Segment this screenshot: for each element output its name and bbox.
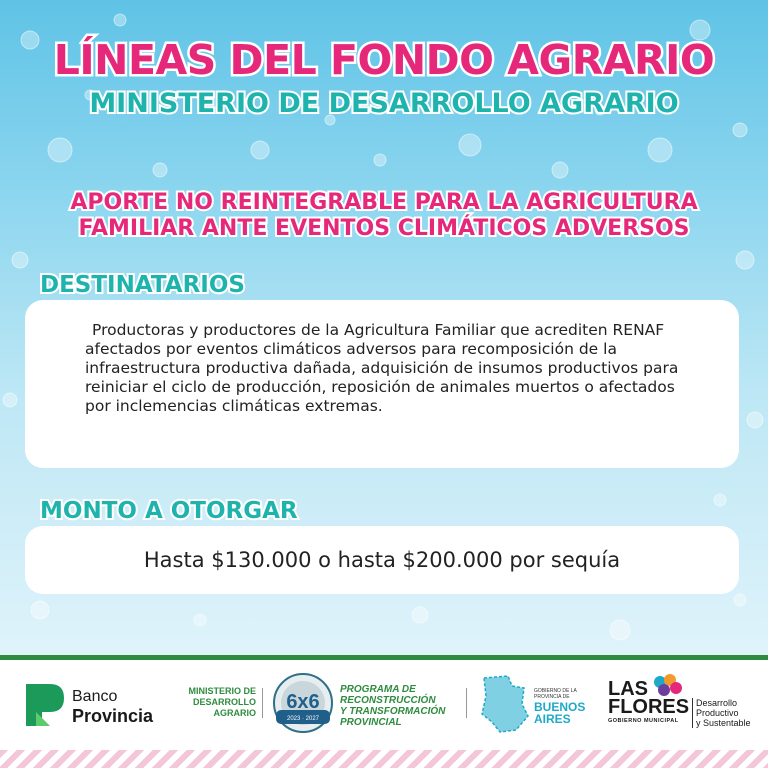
page-subtitle: MINISTERIO DE DESARROLLO AGRARIO [89, 88, 679, 119]
las-flores-area-line-1: Desarrollo [696, 698, 738, 708]
programa-badge-number: 6x6 [286, 691, 320, 713]
gobierno-municipal-text: GOBIERNO MUNICIPAL [608, 718, 679, 724]
provincia-text: Provincia [72, 706, 154, 726]
logo-separator [466, 688, 467, 718]
programa-line-2: RECONSTRUCCIÓN [340, 695, 436, 706]
las-flores-area-text [696, 698, 751, 728]
page-title: LÍNEAS DEL FONDO AGRARIO [53, 36, 715, 84]
las-text: LAS [608, 678, 648, 700]
gobierno-small-line-2: PROVINCIA DE [534, 694, 570, 700]
ministerio-line-2: DESARROLLO [193, 697, 256, 707]
destinatarios-label: DESTINATARIOS [40, 272, 245, 298]
headline-line-2: FAMILIAR ANTE EVENTOS CLIMÁTICOS ADVERSOS [78, 216, 690, 241]
gobierno-ba-logo [478, 674, 598, 734]
programa-line-3: Y TRANSFORMACIÓN [340, 706, 446, 717]
destinatarios-text: Productoras y productores de la Agricultura Familiar que acrediten RENAF afectados por eventos climáticos adversos para recomposición de la infraestructura productiva dañada, adquisición de insumos productivos para reiniciar el ciclo de producción, reposición de animales muertos o afectados por inclemencias climáticas extremas. [85, 321, 679, 415]
bottom-pattern-border [0, 750, 768, 768]
las-flores-flower-icon [650, 674, 684, 698]
ministerio-line-1: MINISTERIO DE [188, 686, 256, 696]
banco-provincia-icon [22, 682, 66, 728]
banco-provincia-logo [22, 682, 172, 728]
las-flores-area-line-2: Productivo [696, 708, 739, 718]
ministerio-logo [172, 686, 256, 719]
las-flores-area-line-3: y Sustentable [696, 718, 751, 728]
monto-text: Hasta $130.000 o hasta $200.000 por sequía [143, 548, 621, 572]
gobierno-big-line-1: BUENOS [534, 700, 586, 714]
las-flores-separator [692, 698, 693, 728]
headline-line-1: APORTE NO REINTEGRABLE PARA LA AGRICULTURA [70, 190, 698, 215]
gobierno-small-line-1: GOBIERNO DE LA [534, 688, 577, 694]
programa-text [340, 684, 445, 728]
ministerio-line-3: AGRARIO [213, 708, 256, 718]
las-flores-logo [608, 674, 758, 734]
footer-logos [0, 660, 768, 750]
destinatarios-card [25, 300, 739, 468]
monto-card [25, 526, 739, 594]
gobierno-big-text [534, 701, 585, 725]
headline [0, 190, 768, 242]
logo-separator [262, 688, 263, 718]
programa-line-4: PROVINCIAL [340, 717, 402, 728]
banco-text: Banco [72, 688, 118, 705]
programa-logo [270, 672, 460, 732]
monto-label: MONTO A OTORGAR [40, 498, 298, 524]
programa-line-1: PROGRAMA DE [340, 684, 416, 695]
programa-badge-years: 2023 · 2027 [286, 716, 320, 722]
buenos-aires-map-icon [478, 674, 530, 734]
flores-text: FLORES [608, 696, 690, 718]
programa-badge-icon [270, 672, 336, 734]
gobierno-big-line-2: AIRES [534, 712, 571, 726]
gobierno-small-text [534, 688, 594, 700]
